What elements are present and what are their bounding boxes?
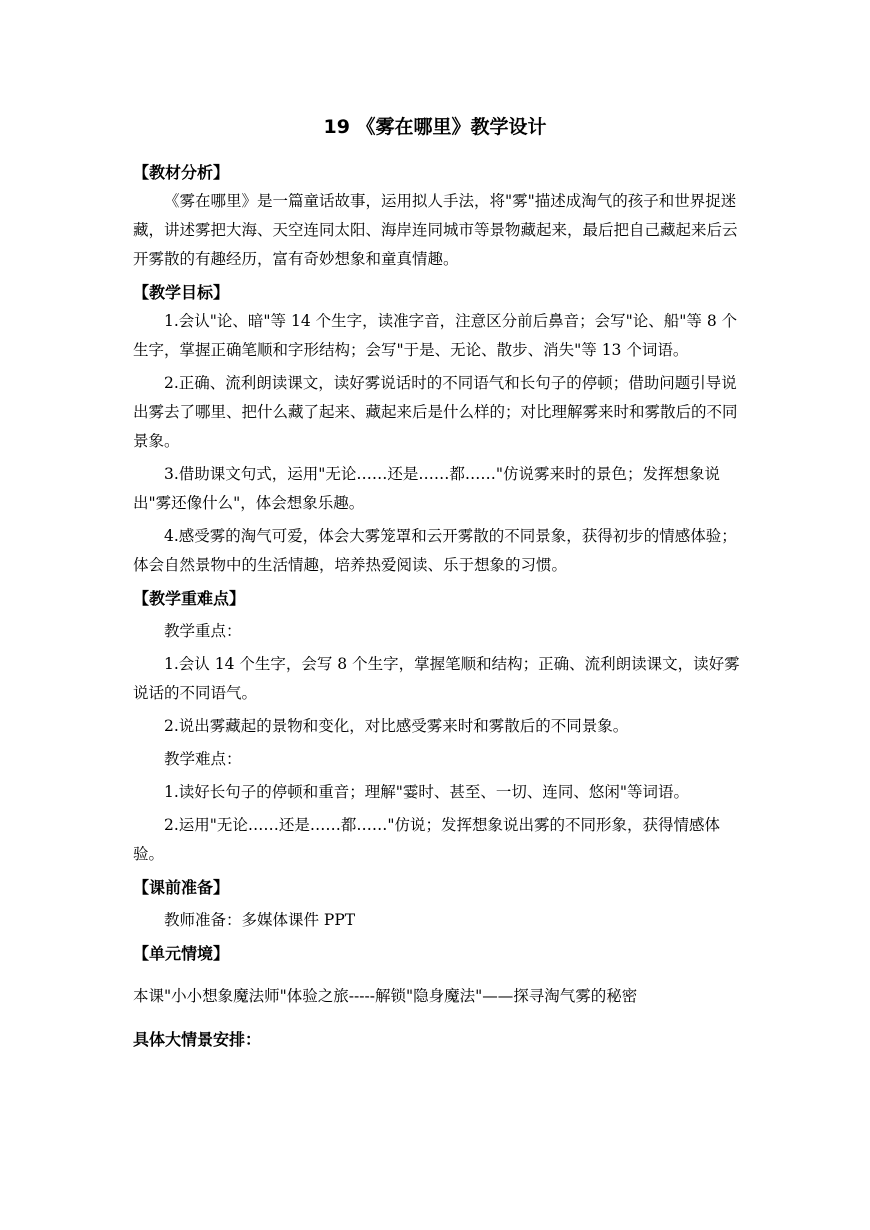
section-heading-goals: 【教学目标】	[133, 283, 230, 302]
page-title: 19 《雾在哪里》教学设计	[323, 116, 547, 138]
prep-text: 教师准备：多媒体课件 PPT	[164, 911, 356, 929]
document-body	[133, 158, 741, 1070]
materials-paragraph: 《雾在哪里》是一篇童话故事，运用拟人手法，将"雾"描述成淘气的孩子和世界捉迷藏，讲述雾把大海、天空连同太阳、海岸连同城市等景物藏起来，最后把自己藏起来后云开雾散的有趣经历，富有奇妙想象和童真情趣。	[133, 192, 738, 268]
unit-scenario-text: 本课"小小想象魔法师"体验之旅-----解锁"隐身魔法"——探寻淘气雾的秘密	[133, 987, 638, 1005]
focus-label: 教学重点：	[164, 622, 242, 640]
arrangement-heading: 具体大情景安排：	[133, 1030, 262, 1049]
difficulty-item: 1.读好长句子的停顿和重音；理解"霎时、甚至、一切、连同、悠闲"等词语。	[164, 783, 690, 801]
focus-item: 1.会认 14 个生字，会写 8 个生字，掌握笔顺和结构；正确、流利朗读课文，读好雾说话的不同语气。	[133, 655, 740, 702]
goal-item: 3.借助课文句式，运用"无论……还是……都……"仿说雾来时的景色；发挥想象说出"雾还像什么"，体会想象乐趣。	[133, 465, 721, 512]
goal-item: 1.会认"论、暗"等 14 个生字，读准字音，注意区分前后鼻音；会写"论、船"等 8 个生字，掌握正确笔顺和字形结构；会写"于是、无论、散步、消失"等 13 个词语。	[133, 312, 738, 359]
section-heading-prep: 【课前准备】	[133, 878, 230, 897]
goal-item: 2.正确、流利朗读课文，读好雾说话时的不同语气和长句子的停顿；借助问题引导说出雾去了哪里、把什么藏了起来、藏起来后是什么样的；对比理解雾来时和雾散后的不同景象。	[133, 374, 738, 450]
difficulty-label: 教学难点：	[164, 750, 242, 768]
focus-item: 2.说出雾藏起的景物和变化，对比感受雾来时和雾散后的不同景象。	[164, 717, 629, 735]
section-heading-keypoints: 【教学重难点】	[133, 589, 246, 608]
goal-item: 4.感受雾的淘气可爱，体会大雾笼罩和云开雾散的不同景象，获得初步的情感体验；体会自然景物中的生活情趣，培养热爱阅读、乐于想象的习惯。	[133, 527, 737, 574]
section-heading-materials: 【教材分析】	[133, 163, 230, 182]
difficulty-item: 2.运用"无论……还是……都……"仿说；发挥想象说出雾的不同形象，获得情感体验。	[133, 816, 721, 863]
section-heading-unit: 【单元情境】	[133, 944, 230, 963]
